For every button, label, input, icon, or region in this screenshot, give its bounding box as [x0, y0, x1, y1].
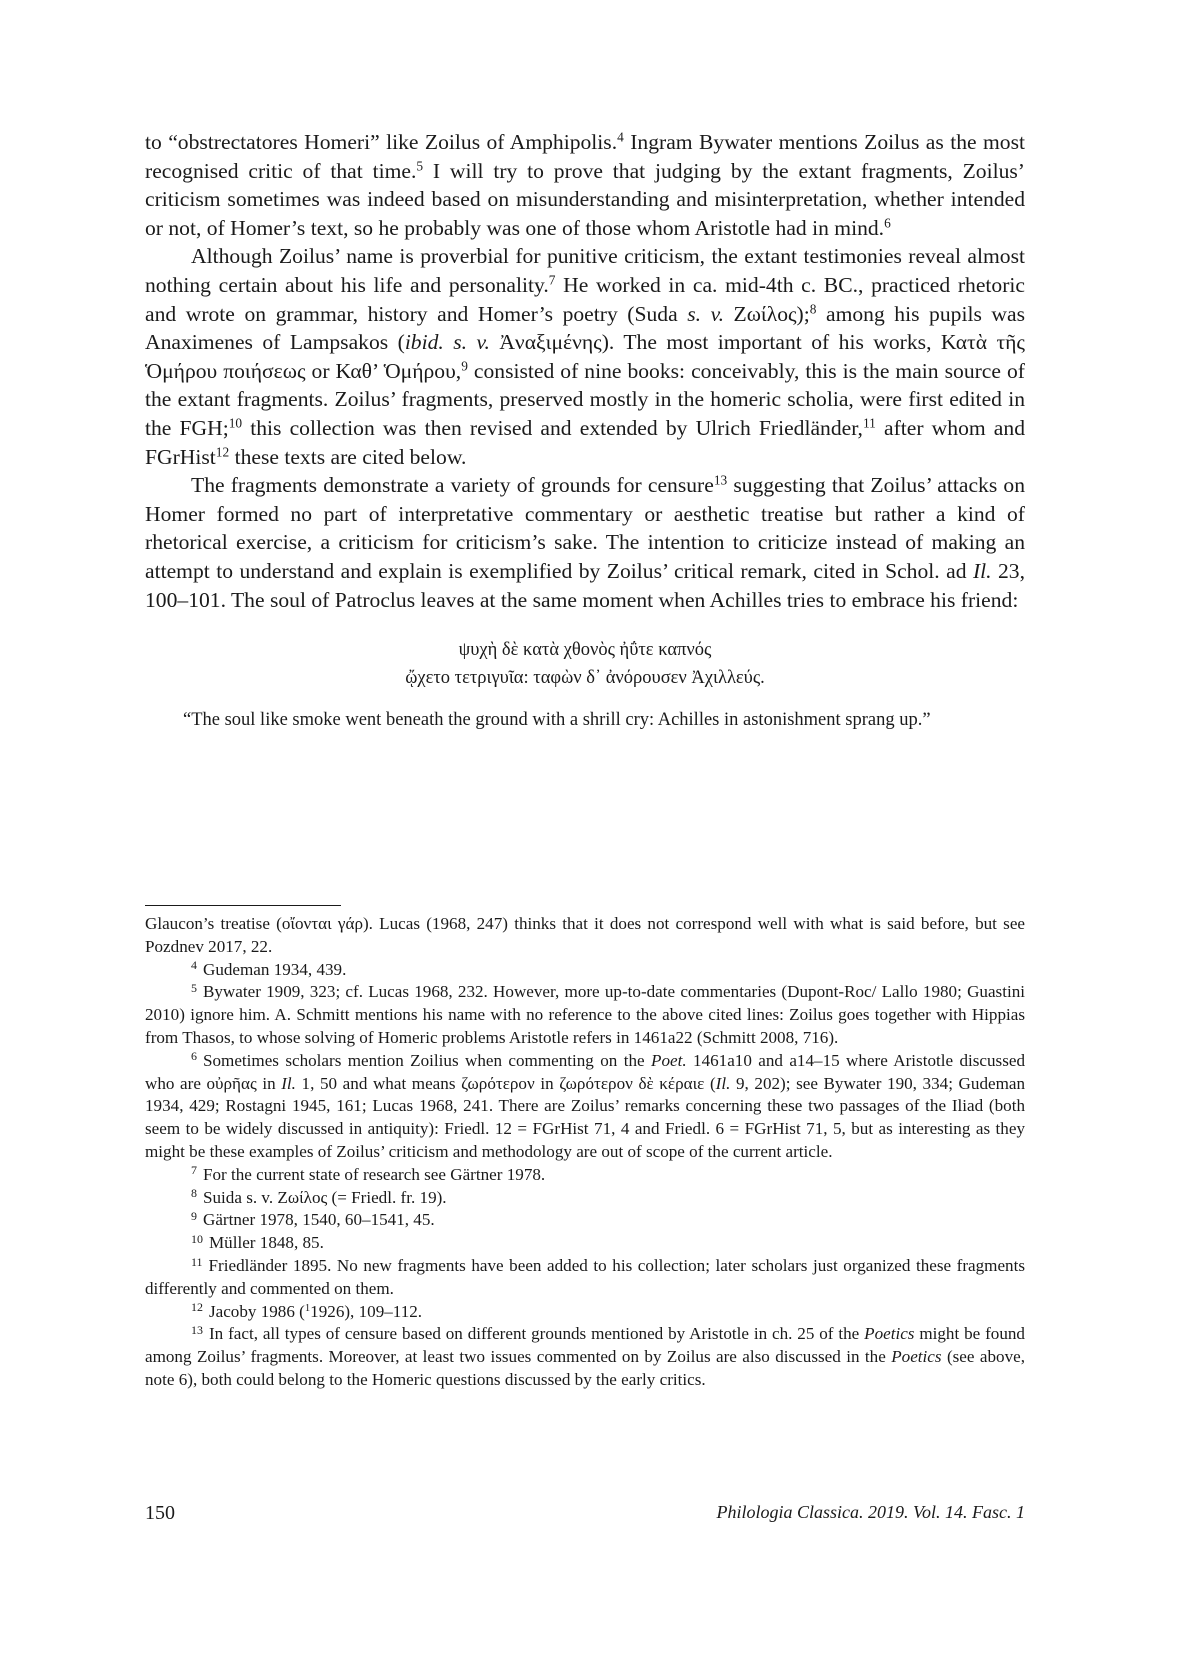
footnote-text: (see above, note 6), both could belong to the Homeric questions discussed by the early critics. — [145, 1347, 1025, 1389]
greek-verse-quote — [145, 636, 1025, 692]
paragraph-1 — [145, 128, 1025, 242]
footnote-ref[interactable]: 7 — [548, 272, 556, 288]
footnote-ref[interactable]: 12 — [215, 444, 230, 460]
italic-run: s. v. — [687, 301, 724, 326]
body-text — [145, 128, 1025, 614]
verse-line-1: ψυχὴ δὲ κατὰ χθονὸς ἠΰτε καπνός — [458, 640, 712, 661]
footnote-8 — [145, 1187, 1025, 1210]
text-run: Ingram Bywater mentions Zoilus as the most recognised critic of that time. — [145, 130, 1025, 183]
paragraph-2 — [145, 242, 1025, 471]
footnote-ref[interactable]: 4 — [617, 129, 624, 145]
footnote-number: 6 — [191, 1049, 197, 1064]
footnote-text: might be found among Zoilus’ fragments. Moreover, at least two issues commented on by Zoilus are also discussed in the — [145, 1324, 1025, 1367]
footnote-text: For the current state of research see Gärtner 1978. — [202, 1164, 546, 1184]
footnote-text: 9, 202); see Bywater 190, 334; Gudeman 1934, 429; Rostagni 1945, 161; Lucas 1968, 241. There are Zoilus’ remarks concerning these two passages of the Iliad (both seem to be widely discussed in antiquity): Friedl. 12 = FGrHist 71, 4 and Friedl. 6 = FGrHist 71, 5, but as interesting as they might be these examples of Zoilus’ criticism and methodology are out of scope of the current article. — [145, 1073, 1026, 1161]
italic-run: Poetics — [864, 1324, 915, 1344]
italic-run: ibid. s. v. — [404, 330, 490, 355]
footnote-text: Gudeman 1934, 439. — [202, 959, 347, 979]
text-run: to “obstrectatores Homeri” like Zoilus of Amphipolis. — [145, 130, 618, 154]
footnote-text: Jacoby 1986 ( — [208, 1301, 305, 1321]
footnote-divider — [145, 905, 341, 906]
text-run: suggesting that Zoilus’ attacks on Homer formed no part of interpretative commentary or aesthetic treatise but rather a kind of rhetorical exercise, a criticism for criticism’s sake. The intention to criticize instead of making an attempt to understand and explain is exemplified by Zoilus’ critical remark, cited in Schol. ad — [145, 473, 1025, 583]
footnote-ref[interactable]: 9 — [461, 358, 468, 374]
footnote-5 — [145, 981, 1025, 1049]
footnote-text: 1, 50 and what means ζωρότερον in ζωρότερον δὲ κέραιε ( — [295, 1073, 716, 1093]
text-run: after whom and FGrHist — [145, 415, 1025, 469]
footnote-number: 9 — [191, 1208, 197, 1223]
journal-citation: Philologia Classica. 2019. Vol. 14. Fasc. 1 — [716, 1502, 1025, 1522]
footnote-number: 8 — [191, 1186, 197, 1201]
footnote-10 — [145, 1232, 1025, 1255]
footnote-number: 4 — [191, 958, 197, 973]
footnote-ref[interactable]: 13 — [713, 472, 728, 488]
footnote-text: Müller 1848, 85. — [208, 1233, 324, 1253]
footnote-ref[interactable]: 5 — [416, 158, 424, 174]
text-run: He worked in ca. mid-4th c. BC., practiced rhetoric and wrote on grammar, history and Homer’s poetry (Suda — [145, 272, 1025, 326]
footnote-number: 13 — [191, 1322, 203, 1337]
footnote-number: 10 — [191, 1231, 203, 1246]
verse-translation: “The soul like smoke went beneath the ground with a shrill cry: Achilles in astonishment sprang up.” — [183, 710, 931, 731]
footnote-9 — [145, 1209, 1025, 1232]
text-run: Ἀναξιμένης). The most important of his works, Κατὰ τῆς Ὁμήρου ποιήσεως or Καθ’ Ὁμήρου, — [145, 330, 1025, 383]
footnote-text: Friedländer 1895. No new fragments have been added to his collection; later scholars just organized these fragments differently and commented on them. — [145, 1255, 1025, 1298]
italic-run: Poetics — [891, 1347, 942, 1367]
footnote-ref[interactable]: 6 — [884, 215, 891, 231]
footnote-ref[interactable]: 8 — [809, 301, 817, 317]
text-run: these texts are cited below. — [229, 444, 467, 469]
italic-run: Il. — [281, 1073, 296, 1093]
footnote-number: 5 — [191, 981, 197, 996]
footnote-text: Sometimes scholars mention Zoilius when commenting on the — [202, 1050, 652, 1070]
italic-run: Poet. — [651, 1050, 687, 1070]
text-run: Ζωίλος); — [723, 301, 810, 326]
footnote-text: Bywater 1909, 323; cf. Lucas 1968, 232. However, more up-to-date commentaries (Dupont-Roc/ Lallo 1980; Guastini 2010) ignore him. A. Schmitt mentions his name with no reference to the above cited lines: Zoilus goes together with Hippias from Thasos, to whose solving of Homeric problems Aristotle refers in 1461a22 (Schmitt 2008, 716). — [145, 982, 1025, 1047]
footnote-ref[interactable]: 11 — [862, 415, 876, 431]
text-run: 23, 100–101. The soul of Patroclus leaves at the same moment when Achilles tries to embrace his friend: — [145, 558, 1025, 612]
page — [145, 128, 1025, 733]
edition-superscript: 1 — [304, 1302, 311, 1314]
footnotes — [145, 913, 1025, 1392]
text-run: this collection was then revised and extended by Ulrich Friedländer, — [242, 415, 863, 440]
italic-run: Il. — [715, 1073, 731, 1093]
footnote-4 — [145, 959, 1025, 982]
footnote-12 — [145, 1301, 1025, 1324]
footnote-text: 1461a10 and a14–15 where Aristotle discussed who are οὐρῆας in — [145, 1050, 1025, 1093]
page-footer — [145, 1502, 1025, 1528]
text-run: consisted of nine books: conceivably, this is the main source of the extant fragments. Zoilus’ fragments, preserved mostly in the homeric scholia, were first edited in the FGH; — [145, 358, 1025, 440]
footnote-number: 7 — [191, 1163, 197, 1178]
footnote-number: 11 — [191, 1254, 203, 1269]
footnote-text: Suida s. v. Ζωίλος (= Friedl. fr. 19). — [202, 1187, 447, 1207]
footnote-ref[interactable]: 10 — [228, 415, 243, 431]
footnote-text: In fact, all types of censure based on different grounds mentioned by Aristotle in ch. 25 of the — [208, 1324, 865, 1344]
verse-line-2: ᾤχετο τετριγυῖα: ταφὼν δ᾽ ἀνόρουσεν Ἀχιλλεύς. — [405, 668, 765, 689]
text-run: Although Zoilus’ name is proverbial for punitive criticism, the extant testimonies reveal almost nothing certain about his life and personality. — [145, 244, 1025, 297]
footnote-6 — [145, 1050, 1025, 1164]
text-run: The fragments demonstrate a variety of grounds for censure — [191, 473, 714, 498]
page-number: 150 — [145, 1502, 175, 1524]
footnote-7 — [145, 1164, 1025, 1187]
footnote-text: 1926), 109–112. — [310, 1301, 423, 1321]
footnote-continuation: Glaucon’s treatise (οἴονται γάρ). Lucas (1968, 247) thinks that it does not correspond well with what is said before, but see Pozdnev 2017, 22. — [145, 914, 1025, 956]
paragraph-3 — [145, 471, 1025, 614]
italic-run: Il. — [972, 558, 992, 583]
footnote-11 — [145, 1255, 1025, 1301]
footnote-number: 12 — [191, 1300, 203, 1315]
footnote-13 — [145, 1323, 1025, 1391]
text-run: among his pupils was Anaximenes of Lampsakos ( — [145, 301, 1025, 355]
text-run: I will try to prove that judging by the extant fragments, Zoilus’ criticism sometimes was indeed based on misunderstanding and misinterpretation, whether intended or not, of Homer’s text, so he probably was one of those whom Aristotle had in mind. — [145, 158, 1025, 240]
footnote-text: Gärtner 1978, 1540, 60–1541, 45. — [202, 1210, 435, 1230]
